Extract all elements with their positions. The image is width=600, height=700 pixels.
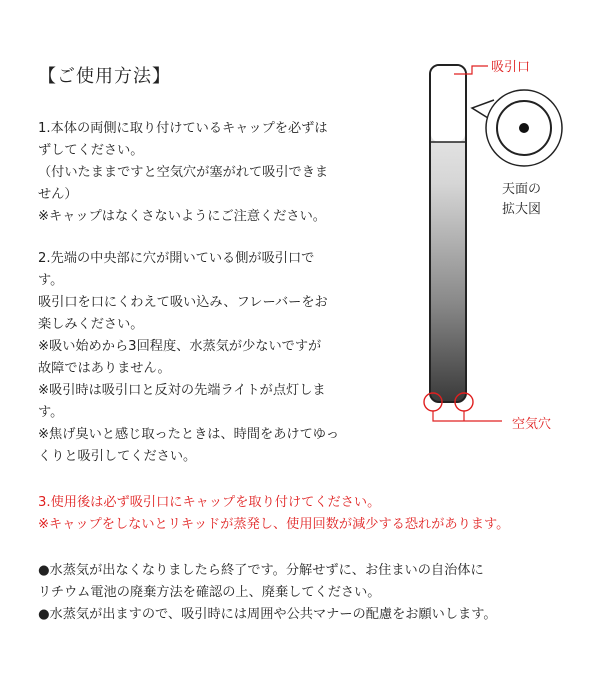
text-line: 3.使用後は必ず吸引口にキャップを取り付けてください。 [38, 495, 381, 510]
text-line: ※吸い始めから3回程度、水蒸気が少ないですが [38, 339, 322, 354]
device-mouthpiece [431, 66, 465, 142]
top-view-label: 拡大図 [502, 202, 542, 217]
text-line: リチウム電池の廃棄方法を確認の上、廃棄してください。 [38, 585, 381, 600]
text-line: す。 [38, 405, 64, 420]
text-line: ※焦げ臭いと感じ取ったときは、時間をあけてゆっ [38, 427, 340, 442]
text-line: ※キャップをしないとリキッドが蒸発し、使用回数が減少する恐れがあります。 [38, 517, 510, 532]
top-view-center-hole [519, 123, 529, 133]
text-line: ※キャップはなくさないようにご注意ください。 [38, 209, 326, 224]
text-line: ●水蒸気が出なくなりましたら終了です。分解せずに、お住まいの自治体に [38, 563, 484, 578]
text-line: ※吸引時は吸引口と反対の先端ライトが点灯しま [38, 383, 326, 398]
text-line: くりと吸引してください。 [38, 449, 197, 464]
text-line: 2.先端の中央部に穴が開いている側が吸引口で [38, 251, 315, 266]
text-line: す。 [38, 273, 64, 288]
text-line: 楽しみください。 [38, 317, 144, 332]
top-view-label: 天面の [502, 182, 542, 197]
text-line: ●水蒸気が出ますので、吸引時には周囲や公共マナーの配慮をお願いします。 [38, 607, 497, 622]
air-hole-label: 空気穴 [512, 417, 552, 432]
text-line: （付いたままですと空気穴が塞がれて吸引できま [38, 165, 329, 180]
inlet-label: 吸引口 [491, 60, 531, 75]
text-line: せん） [38, 187, 78, 202]
air-hole-pointer-line [433, 411, 502, 421]
text-line: 故障ではありません。 [38, 361, 171, 376]
page-title: 【ご使用方法】 [38, 66, 171, 87]
text-line: ずしてください。 [38, 143, 144, 158]
text-line: 1.本体の両側に取り付けているキャップを必ずは [38, 121, 328, 136]
text-line: 吸引口を口にくわえて吸い込み、フレーバーをお [38, 295, 328, 310]
